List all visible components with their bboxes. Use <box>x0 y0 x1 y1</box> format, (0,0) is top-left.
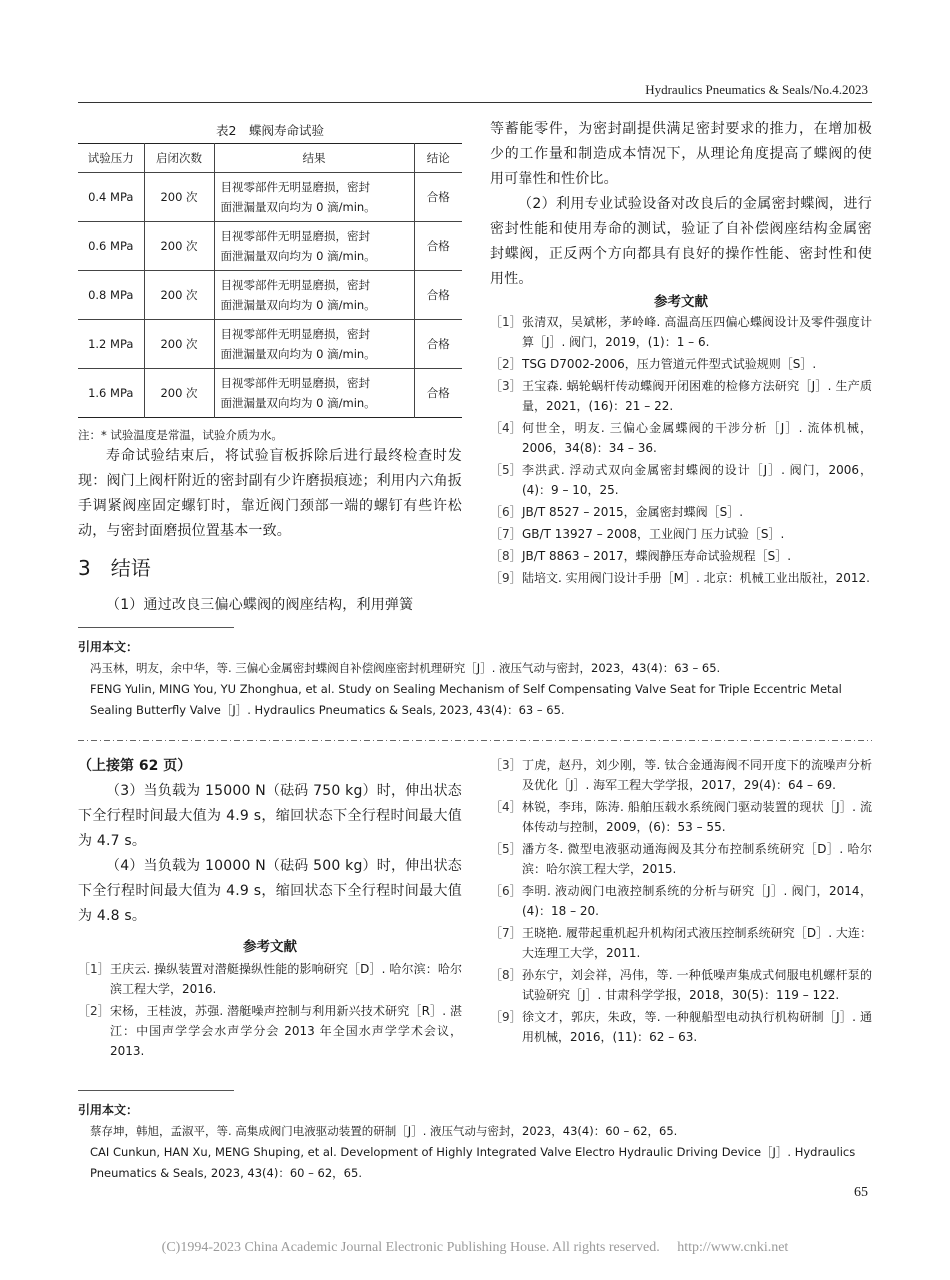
reference-text: JB/T 8863 – 2017，蝶阀静压寿命试验规程［S］. <box>522 549 792 563</box>
reference-item <box>490 460 872 500</box>
table-row <box>78 222 462 271</box>
reference-item <box>490 354 872 374</box>
citation-en-line: CAI Cunkun, HAN Xu, MENG Shuping, et al. Development of Highly Integrated Valve Electro Hydraulic Driving Device［J］. Hydraulics <box>90 1145 856 1159</box>
reference-item <box>490 376 872 416</box>
conclusion-cell: 合格 <box>414 173 462 222</box>
reference-text: 李洪武. 浮动式双向金属密封蝶阀的设计［J］. 阀门，2006，(4)：9 – 10，25. <box>522 463 872 497</box>
reference-number: ［5］ <box>490 842 522 856</box>
result-cell <box>214 173 414 222</box>
result-line: 目视零部件无明显磨损，密封 <box>220 180 370 194</box>
article-separator <box>78 738 872 744</box>
header-rule <box>78 102 872 103</box>
cycles-cell: 200 次 <box>144 222 214 271</box>
result-cell <box>214 369 414 418</box>
reference-item <box>490 312 872 352</box>
result-cell <box>214 222 414 271</box>
result-line: 目视零部件无明显磨损，密封 <box>220 327 370 341</box>
references-list-2 <box>78 959 462 1061</box>
butterfly-valve-life-test-table <box>78 143 462 418</box>
references-title: 参考文献 <box>243 939 297 955</box>
conclusion-right-block <box>490 117 872 292</box>
pressure-cell: 0.8 MPa <box>88 288 134 302</box>
table-note: 注：* 试验温度是常温，试验介质为水。 <box>78 428 283 442</box>
conclusion-cell: 合格 <box>414 369 462 418</box>
reference-item <box>78 1001 462 1061</box>
reference-number: ［8］ <box>490 549 522 563</box>
reference-item <box>490 502 872 522</box>
reference-number: ［2］ <box>490 357 522 371</box>
reference-text: 李明. 液动阀门电液控制系统的分析与研究［J］. 阀门，2014，(4)：18 – 20. <box>522 884 872 918</box>
result-line: 目视零部件无明显磨损，密封 <box>220 229 370 243</box>
references-title: 参考文献 <box>654 294 708 310</box>
reference-item <box>490 568 872 588</box>
section-title-conclusion: 3 结语 <box>78 556 151 580</box>
reference-item <box>490 546 872 566</box>
reference-number: ［6］ <box>490 884 522 898</box>
reference-number: ［9］ <box>490 1010 522 1024</box>
life-test-paragraph-block <box>78 444 462 544</box>
pressure-cell: 0.4 MPa <box>88 190 134 204</box>
page-number: 65 <box>854 1185 868 1200</box>
table-row <box>78 173 462 222</box>
reference-number: ［6］ <box>490 505 522 519</box>
reference-text: 王庆云. 操纵装置对潜艇操纵性能的影响研究［D］. 哈尔滨：哈尔滨工程大学，2016. <box>110 962 462 996</box>
reference-number: ［2］ <box>78 1004 110 1018</box>
life-test-paragraph: 寿命试验结束后，将试验盲板拆除后进行最终检查时发现：阀门上阀杆附近的密封副有少许磨损痕迹；利用内六角扳手调紧阀座固定螺钉时，靠近阀门颈部一端的螺钉有些许松动，与密封面磨损位置基本一致。 <box>78 448 462 539</box>
citation-label: 引用本文： <box>78 640 139 654</box>
result-line: 目视零部件无明显磨损，密封 <box>220 376 370 390</box>
reference-number: ［7］ <box>490 527 522 541</box>
table-header-cell: 试验压力 <box>87 151 134 165</box>
result-line: 面泄漏量双向均为 0 滴/min。 <box>220 249 376 263</box>
citation-rule <box>78 1090 234 1091</box>
reference-text: 林锐，李玮，陈涛. 船舶压载水系统阀门驱动装置的现状［J］. 流体传动与控制，2009，(6)：53 – 55. <box>522 800 872 834</box>
table-title: 表2 蝶阀寿命试验 <box>216 123 324 138</box>
reference-item <box>490 1007 872 1047</box>
reference-item <box>78 959 462 999</box>
reference-text: 何世全，明友. 三偏心金属蝶阀的干涉分析［J］. 流体机械，2006，34(8)：34 – 36. <box>522 421 872 455</box>
reference-item <box>490 797 872 837</box>
reference-text: JB/T 8527 – 2015，金属密封蝶阀［S］. <box>522 505 744 519</box>
table-header-row <box>78 144 462 173</box>
reference-text: GB/T 13927 – 2008，工业阀门 压力试验［S］. <box>522 527 785 541</box>
copyright-watermark: (C)1994-2023 China Academic Journal Electronic Publishing House. All rights reserved. http://www.cnki.net <box>161 1240 789 1255</box>
table-row <box>78 271 462 320</box>
reference-number: ［5］ <box>490 463 522 477</box>
result-line: 面泄漏量双向均为 0 滴/min。 <box>220 347 376 361</box>
table-row <box>78 320 462 369</box>
lower-left-column <box>78 755 462 1063</box>
result-cell <box>214 271 414 320</box>
reference-text: 王晓艳. 履带起重机起升机构闭式液压控制系统研究［D］. 大连：大连理工大学，2011. <box>522 926 872 960</box>
journal-header: Hydraulics Pneumatics & Seals/No.4.2023 <box>645 82 868 97</box>
reference-text: 陆培文. 实用阀门设计手册［M］. 北京：机械工业出版社，2012. <box>522 571 870 585</box>
reference-item <box>490 965 872 1005</box>
reference-item <box>490 755 872 795</box>
conclusion-1-text: （1）通过改良三偏心蝶阀的阀座结构，利用弹簧 <box>106 597 414 613</box>
cycles-cell: 200 次 <box>144 320 214 369</box>
reference-text: 丁虎，赵丹，刘少刚，等. 钛合金通海阀不同开度下的流噪声分析及优化［J］. 海军工程大学学报，2017，29(4)：64 – 69. <box>522 758 872 792</box>
citation-block-1 <box>78 638 872 721</box>
reference-item <box>490 524 872 544</box>
result-cell <box>214 320 414 369</box>
conclusion-1-continued: 等蓄能零件，为密封副提供满足密封要求的推力，在增加极少的工作量和制造成本情况下，从理论角度提高了蝶阀的使用可靠性和性价比。 <box>490 121 872 187</box>
references-list-1 <box>490 312 872 590</box>
reference-number: ［1］ <box>490 315 522 329</box>
table-header-cell: 结论 <box>414 144 462 173</box>
conclusion-2-text: （2）利用专业试验设备对改良后的金属密封蝶阀，进行密封性能和使用寿命的测试，验证了自补偿阀座结构金属密封蝶阀，正反两个方向都具有良好的操作性能、密封性和使用性。 <box>490 196 872 287</box>
reference-number: ［3］ <box>490 379 522 393</box>
reference-number: ［1］ <box>78 962 110 976</box>
table-row <box>78 369 462 418</box>
reference-text: TSG D7002-2006，压力管道元件型式试验规则［S］. <box>522 357 817 371</box>
reference-number: ［3］ <box>490 758 522 772</box>
cycles-cell: 200 次 <box>144 271 214 320</box>
pressure-cell: 1.2 MPa <box>88 337 134 351</box>
load-result-3: （3）当负载为 15000 N（砝码 750 kg）时，伸出状态下全行程时间最大值为 4.9 s，缩回状态下全行程时间最大值为 4.7 s。 <box>78 783 462 849</box>
load-result-4: （4）当负载为 10000 N（砝码 500 kg）时，伸出状态下全行程时间最大值为 4.9 s，缩回状态下全行程时间最大值为 4.8 s。 <box>78 858 462 924</box>
continued-from-label: （上接第 62 页） <box>78 758 192 774</box>
reference-text: 孙东宁，刘会祥，冯伟，等. 一种低噪声集成式伺服电机螺杆泵的试验研究［J］. 甘肃科学学报，2018，30(5)：119 – 122. <box>522 968 872 1002</box>
reference-number: ［7］ <box>490 926 522 940</box>
pressure-cell: 1.6 MPa <box>88 386 134 400</box>
references-list-3 <box>490 755 872 1049</box>
citation-cn: 蔡存坤，韩旭，孟淑平，等. 高集成阀门电液驱动装置的研制［J］. 液压气动与密封，2023，43(4)：60 – 62，65. <box>90 1124 678 1138</box>
reference-number: ［4］ <box>490 800 522 814</box>
conclusion-cell: 合格 <box>414 320 462 369</box>
reference-item <box>490 839 872 879</box>
pressure-cell: 0.6 MPa <box>88 239 134 253</box>
reference-text: 宋杨，王桂波，苏强. 潜艇噪声控制与利用新兴技术研究［R］. 湛江：中国声学学会水声学分会 2013 年全国水声学学术会议，2013. <box>110 1004 462 1058</box>
reference-text: 张清双，吴斌彬，茅岭峰. 高温高压四偏心蝶阀设计及零件强度计算［J］. 阀门，2019，(1)：1 – 6. <box>522 315 872 349</box>
reference-text: 王宝森. 蜗轮蜗杆传动蝶阀开闭困难的检修方法研究［J］. 生产质量，2021，(16)：21 – 22. <box>522 379 872 413</box>
citation-en-line: Pneumatics & Seals, 2023, 43(4)：60 – 62，65. <box>90 1166 362 1180</box>
reference-text: 徐文才，郭庆，朱政，等. 一种舰船型电动执行机构研制［J］. 通用机械，2016，(11)：62 – 63. <box>522 1010 872 1044</box>
cycles-cell: 200 次 <box>144 173 214 222</box>
reference-item <box>490 418 872 458</box>
citation-rule <box>78 627 234 628</box>
reference-item <box>490 881 872 921</box>
reference-number: ［9］ <box>490 571 522 585</box>
result-line: 目视零部件无明显磨损，密封 <box>220 278 370 292</box>
citation-block-2 <box>78 1101 872 1184</box>
cycles-cell: 200 次 <box>144 369 214 418</box>
result-line: 面泄漏量双向均为 0 滴/min。 <box>220 200 376 214</box>
conclusion-cell: 合格 <box>414 271 462 320</box>
table-header-cell: 启闭次数 <box>144 144 214 173</box>
citation-en-line: FENG Yulin, MING You, YU Zhonghua, et al. Study on Sealing Mechanism of Self Compensating Valve Seat for Triple Eccentric Metal <box>90 682 842 696</box>
conclusion-1-block <box>78 593 462 618</box>
reference-item <box>490 923 872 963</box>
citation-en-line: Sealing Butterfly Valve［J］. Hydraulics Pneumatics & Seals, 2023, 43(4)：63 – 65. <box>90 703 565 717</box>
citation-label: 引用本文： <box>78 1103 139 1117</box>
reference-text: 潘方冬. 微型电液驱动通海阀及其分布控制系统研究［D］. 哈尔滨：哈尔滨工程大学，2015. <box>522 842 872 876</box>
result-line: 面泄漏量双向均为 0 滴/min。 <box>220 396 376 410</box>
table-header-cell: 结果 <box>214 144 414 173</box>
reference-number: ［8］ <box>490 968 522 982</box>
result-line: 面泄漏量双向均为 0 滴/min。 <box>220 298 376 312</box>
citation-cn: 冯玉林，明友，余中华，等. 三偏心金属密封蝶阀自补偿阀座密封机理研究［J］. 液压气动与密封，2023，43(4)：63 – 65. <box>90 661 721 675</box>
conclusion-cell: 合格 <box>414 222 462 271</box>
reference-number: ［4］ <box>490 421 522 435</box>
